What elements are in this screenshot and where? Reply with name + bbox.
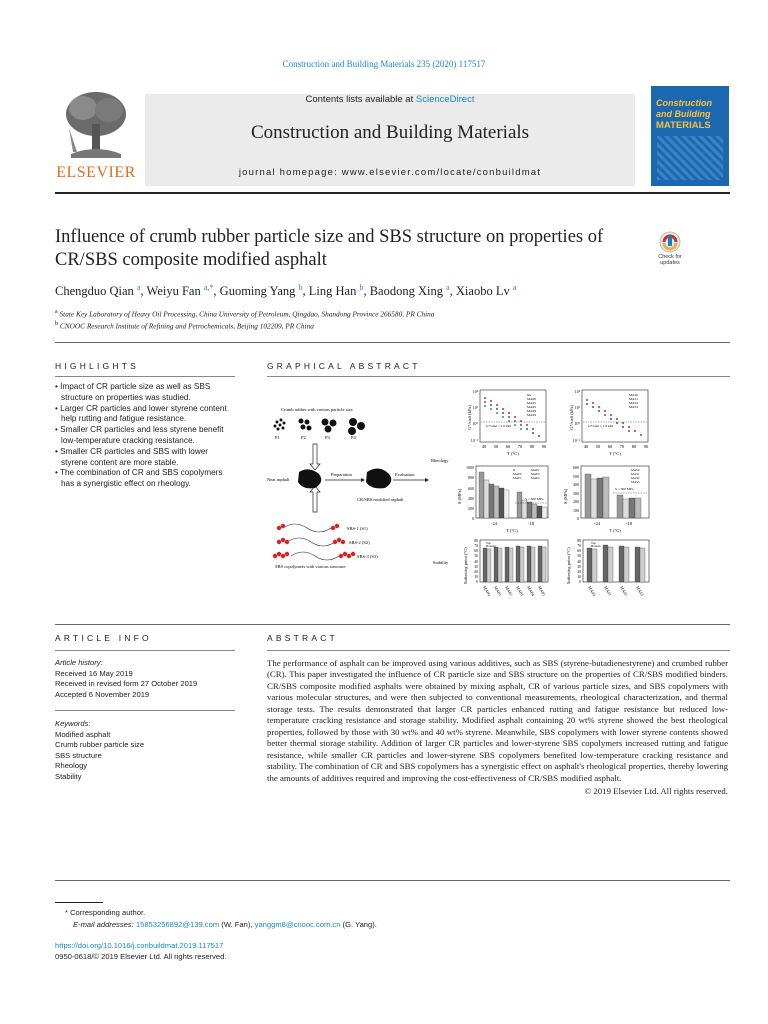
stiffness-left-legend: MAP2 [531, 468, 540, 472]
gstar-left-ytick: 10² [472, 389, 478, 394]
sbs3-label: SBS-3 (S3) [357, 554, 378, 559]
softening-right-xtick: MAS0 [587, 585, 597, 597]
email-line [55, 919, 655, 931]
modified-asphalt-blob [366, 468, 391, 488]
keywords-label: Keywords: [55, 719, 91, 728]
gstar-left-xtick: 40 [481, 444, 487, 449]
gstar-left-legend: MAP4 [527, 413, 537, 417]
ga-evaluation-label: Evaluation [395, 472, 415, 477]
graphical-abstract-figure[interactable] [265, 382, 730, 614]
abstract-copyright: © 2019 Elsevier Ltd. All rights reserved. [584, 785, 728, 796]
affiliation [55, 307, 705, 319]
stiffness-right-ytick: 600 [573, 465, 579, 470]
bullet-icon: • [55, 468, 60, 478]
softening-left-ytick: 40 [474, 560, 478, 564]
abstract-rule [267, 650, 730, 651]
gstar-right-xtick: 90 [643, 444, 649, 449]
article-info [55, 658, 235, 782]
highlights-list [55, 382, 235, 490]
affiliation-text: CNOOC Research Institute of Refining and Petrochemicals, Beijing 102209, PR China [59, 321, 314, 331]
elsevier-logo[interactable] [55, 86, 137, 186]
author-name[interactable]: Xiaobo Lv [455, 284, 510, 299]
stiffness-right-xtick: -18 [626, 521, 632, 526]
stiffness-left-ytick: 0 [472, 516, 474, 521]
gstar-right-legend: MAS0 [629, 393, 639, 397]
keyword: Modified asphalt [55, 729, 111, 739]
softening-right-ytick: 70 [577, 544, 581, 548]
ga-neat-label: Neat asphalt [267, 477, 290, 482]
stiffness-right-annotation: S = 300 MPa [615, 487, 634, 491]
preparation-arrowhead [361, 478, 365, 482]
stiffness-left-xlabel: T (°C) [506, 528, 518, 533]
author-affiliation-mark[interactable]: a [446, 283, 450, 292]
sbs1-label: SBS-1 (S1) [347, 526, 368, 531]
softening-left-ytick: 60 [474, 549, 478, 553]
cover-pattern [657, 136, 723, 180]
keyword: SBS structure [55, 750, 102, 760]
gstar-left-legend: MAP0 [527, 397, 537, 401]
softening-left-ytick: 30 [474, 565, 478, 569]
abstract-heading: ABSTRACT [267, 633, 338, 643]
bullet-icon: • [55, 425, 61, 435]
check-for-updates-badge[interactable] [650, 230, 690, 270]
journal-title[interactable]: Construction and Building Materials [250, 122, 530, 143]
softening-left-legend: Bottom [486, 544, 496, 548]
keywords-rule [55, 710, 235, 711]
gstar-right-xlabel: T (°C) [609, 451, 621, 456]
softening-right-xtick: MAS2 [619, 585, 629, 597]
journal-homepage[interactable]: journal homepage: www.elsevier.com/locate/conbuildmat [238, 167, 542, 178]
gstar-right-ytick: 10⁰ [574, 421, 580, 426]
gstar-right-ytick: 10⁻¹ [572, 438, 580, 443]
gstar-left-ytick: 10⁻¹ [470, 438, 478, 443]
author-list: Chengduo Qian $^a$, Weiyu Fan $^{a,*}$, Guoming Yang $^b$, Ling Han $^b$, Baodong Xing $^a$, Xiaobo Lv $^a$ [55, 283, 517, 299]
softening-left-legend: Top [486, 541, 491, 545]
ga-crumb-label: Crumb rubber with various particle size [281, 407, 353, 412]
header-rule [55, 192, 730, 194]
keyword: Crumb rubber particle size [55, 740, 145, 749]
gstar-left-xlabel: T (°C) [507, 451, 519, 456]
highlight-item [55, 468, 235, 490]
gstar-left-ytick: 10⁰ [472, 421, 478, 426]
accepted-date: Accepted 6 November 2019 [55, 689, 150, 699]
softening-right-xtick: MAS1 [603, 585, 613, 597]
gstar-chart-right [569, 389, 649, 456]
stiffness-left-legend: MAP3 [531, 472, 540, 476]
highlight-text: Impact of CR particle size as well as SBS structure on properties was studied. [60, 382, 211, 402]
doi-block [55, 941, 455, 962]
citation-line[interactable]: Construction and Building Materials 235 (2020) 117517 [282, 59, 486, 69]
stiffness-right-legend: MAS0 [631, 468, 640, 472]
bullet-icon: • [55, 446, 61, 456]
gstar-left-legend: Nu [527, 393, 532, 397]
highlight-text: Smaller CR particles and less styrene benefit low-temperature cracking resistance. [60, 425, 224, 445]
p3-label: P3 [325, 435, 330, 440]
gstar-left-legend: MAP2 [527, 405, 537, 409]
softening-left-ylabel: Softening point (°C) [463, 547, 468, 584]
keyword: Stability [55, 771, 82, 781]
affiliation-text: State Key Laboratory of Heavy Oil Processing, China University of Petroleum, Qingdao, Shandong Province 266580, PR China [59, 309, 435, 319]
softening-left-ytick: 80 [474, 539, 478, 543]
corresponding-author-note: * Corresponding author. [65, 908, 146, 917]
softening-left-ytick: 0 [476, 580, 478, 584]
softening-left-xtick: MAP0 [482, 585, 492, 597]
softening-right-ytick: 50 [577, 554, 581, 558]
gstar-right-annotation: G*/sinδ = 1.0 kPa [588, 424, 614, 428]
journal-masthead [55, 86, 730, 186]
graphical-abstract-svg [265, 382, 730, 614]
highlights-rule [55, 376, 235, 377]
stiffness-chart-right [563, 465, 649, 533]
softening-right-legend: Top [591, 541, 596, 545]
affiliations [55, 307, 705, 332]
stiffness-right-legend: MAS3 [631, 480, 640, 484]
abstract-body [267, 658, 728, 797]
gstar-right-legend: MAS2 [629, 401, 639, 405]
doi-link[interactable]: https://doi.org/10.1016/j.conbuildmat.2019.117517 [55, 941, 224, 950]
p2-label: P2 [301, 435, 306, 440]
softening-left-xtick: MAP1 [493, 585, 503, 597]
footnotes [55, 907, 655, 931]
authors-rule [55, 342, 730, 343]
stiffness-left-legend: MAP0 [513, 472, 522, 476]
highlight-item [55, 447, 235, 469]
highlight-item [55, 382, 235, 404]
journal-info-box [145, 94, 635, 186]
check-updates-label: Check for updates [658, 254, 682, 266]
gstar-right-ytick: 10² [574, 389, 580, 394]
gstar-left-xtick: 70 [517, 444, 523, 449]
gstar-left-annotation: G*/sinδ = 1.0 kPa [486, 424, 512, 428]
history-label: Article history: [55, 658, 103, 667]
gstar-right-xtick: 40 [583, 444, 589, 449]
stiffness-left-ytick: 400 [468, 496, 474, 501]
stiffness-right-ytick: 100 [573, 508, 579, 513]
ga-rheology-label: Rheology [431, 458, 449, 463]
highlight-text: Larger CR particles and lower styrene content help rutting and fatigue resistance. [60, 403, 227, 424]
affiliation-mark: a [55, 309, 58, 315]
softening-chart-left [463, 539, 548, 597]
up-arrow-icon [310, 486, 320, 512]
abstract-text: The performance of asphalt can be improved using various additives, such as SBS (styrene-butadienestyrene) and crumbed rubber (CR). This paper investigated the influence of CR particle size and SBS structure on the properties of CR/SBS modified binders. CR/SBS composite modified asphalts were obtained by mixing asphalt, CR of various particle sizes, and SBS copolymers with various molecular structures, and were then subjected to conventional measurements, rheological characterization, and thermal storage tests. The results demonstrated that larger CR particles enhanced rutting and fatigue resistance but reduced low-temperature cracking resistance and storage stability. Modified asphalt containing 20 wt% styrene showed the best rheological properties, followed by those with 30 wt% and 40 wt% styrene. Meanwhile, SBS copolymers with lower styrene contents showed better thermal storage stability. Addition of larger CR particles and lower-styrene SBS copolymers increased rutting and fatigue resistance, while smaller CR particles and lower-styrene SBS copolymers benefited low-temperature cracking resistance and stability. The combination of CR and SBS copolymers has a synergistic effect on asphalt's rheological properties, thereby lowering the amounts of additives required and improving the cost-effectiveness of CR/SBS modified asphalt. [267, 658, 728, 783]
neat-asphalt-blob [298, 469, 321, 488]
gstar-chart-left [467, 389, 547, 456]
softening-left-ytick: 70 [474, 544, 478, 548]
gstar-left-legend: MAP3 [527, 409, 537, 413]
stiffness-right-ytick: 500 [573, 474, 579, 479]
gstar-right-legend: MAS3 [629, 405, 639, 409]
stiffness-left-xtick: -18 [528, 521, 534, 526]
author-name[interactable]: Guoming Yang [219, 284, 296, 299]
contents-line [145, 94, 635, 105]
author-affiliation-mark[interactable]: a [136, 283, 141, 292]
email-link-fan[interactable]: 15853256892@139.com [135, 920, 220, 929]
softening-right-ytick: 20 [577, 570, 581, 574]
crumb-rubber-particles [274, 418, 366, 435]
softening-right-ytick: 30 [577, 565, 581, 569]
down-arrow-icon [310, 444, 320, 470]
stiffness-left-ytick: 1000 [466, 465, 474, 470]
email-link-yang[interactable]: yanggm8@cnooc.com.cn [254, 920, 341, 929]
email-owner-yang: (G. Yang). [340, 920, 377, 929]
stiffness-right-ytick: 200 [573, 499, 579, 504]
stiffness-right-ytick: 400 [573, 482, 579, 487]
softening-right-legend: Bottom [591, 544, 601, 548]
softening-right-ytick: 0 [579, 580, 581, 584]
highlight-text: The combination of CR and SBS copolymers has a synergistic effect on rheology. [60, 468, 223, 489]
ga-sbs-caption: SBS copolymers with various structure [275, 564, 346, 569]
author-name[interactable]: Baodong Xing [369, 284, 443, 299]
highlight-item [55, 404, 235, 426]
article-info-rule [55, 650, 235, 651]
stiffness-right-ytick: 0 [577, 516, 579, 521]
elsevier-wordmark: ELSEVIER [56, 164, 136, 181]
abstract-bottom-rule [55, 880, 730, 881]
article-title: Influence of crumb rubber particle size and SBS structure on properties of CR/SBS composite modified asphalt [55, 227, 604, 270]
cover-title [656, 98, 726, 131]
gstar-left-xtick: 80 [529, 444, 535, 449]
elsevier-tree-icon [61, 88, 131, 160]
softening-right-xtick: MAS3 [635, 585, 645, 597]
gstar-left-xtick: 90 [541, 444, 547, 449]
sbs-chains [273, 524, 355, 560]
softening-chart-right [566, 539, 649, 597]
footnote-rule [55, 902, 103, 903]
gstar-left-ylabel: G*/sinδ (kPa) [467, 405, 472, 430]
affiliation [55, 319, 705, 331]
softening-left-xtick: MAP2 [504, 585, 514, 597]
affiliation-mark: b [55, 321, 59, 328]
author-name[interactable]: Ling Han [308, 284, 357, 299]
stiffness-left-ytick: 800 [468, 475, 474, 480]
sciencedirect-link[interactable]: ScienceDirect [415, 94, 475, 105]
bullet-icon: • [55, 382, 61, 391]
softening-right-ytick: 10 [577, 575, 581, 579]
gstar-left-xtick: 50 [493, 444, 499, 449]
softening-left-ytick: 10 [474, 575, 478, 579]
stiffness-left-legend: MAP1 [513, 476, 522, 480]
stiffness-chart-left [457, 465, 548, 533]
particle-size-labels [275, 435, 357, 440]
gstar-right-ytick: 10¹ [574, 405, 580, 410]
softening-left-xtick: MAP5 [537, 585, 547, 597]
gstar-right-xtick: 70 [619, 444, 625, 449]
author-name[interactable]: Weiyu Fan [146, 284, 201, 299]
stiffness-left-legend: N [513, 468, 516, 472]
cover-title-line2: MATERIALS [656, 120, 711, 131]
gstar-left-xtick: 60 [505, 444, 511, 449]
contents-prefix: Contents lists available at [305, 94, 416, 105]
stiffness-right-xlabel: T (°C) [609, 528, 621, 533]
softening-left-xtick: MAP4 [526, 585, 536, 597]
stiffness-left-ylabel: S (MPa) [457, 488, 462, 504]
ga-crsbs-label: CR/SBS modified asphalt [357, 497, 404, 502]
keyword: Rheology [55, 761, 88, 770]
softening-right-ytick: 60 [577, 549, 581, 553]
stiffness-right-xtick: -24 [594, 521, 600, 526]
author-affiliation-mark[interactable]: b [359, 283, 364, 292]
author-affiliation-mark[interactable]: a [512, 283, 517, 292]
softening-left-ytick: 20 [474, 570, 478, 574]
gstar-right-xtick: 50 [595, 444, 601, 449]
softening-left-ytick: 50 [474, 554, 478, 558]
gstar-right-xtick: 80 [631, 444, 637, 449]
softening-right-ytick: 80 [577, 539, 581, 543]
revised-date: Received in revised form 27 October 2019 [55, 679, 198, 688]
email-owner-fan: (W. Fan), [219, 920, 255, 929]
stiffness-right-legend: MAS2 [631, 476, 640, 480]
stiffness-left-ytick: 200 [468, 506, 474, 511]
bullet-icon: • [55, 403, 61, 413]
gstar-right-ylabel: G*/sinδ (kPa) [569, 405, 574, 430]
softening-right-ylabel: Softening point (°C) [566, 547, 571, 584]
stiffness-left-xtick: -24 [491, 521, 497, 526]
highlights-heading: HIGHLIGHTS [55, 361, 139, 371]
author-name[interactable]: Chengduo Qian [55, 284, 134, 299]
softening-right-ytick: 40 [577, 560, 581, 564]
sbs2-label: SBS-2 (S2) [349, 540, 370, 545]
graphical-abstract-rule [267, 376, 730, 377]
author-affiliation-mark[interactable]: b [298, 283, 303, 292]
evaluation-arrowhead [425, 478, 429, 482]
gstar-right-xtick: 60 [607, 444, 613, 449]
p1-label: P1 [275, 435, 280, 440]
stiffness-right-ytick: 300 [573, 491, 579, 496]
check-updates-icon [650, 230, 690, 254]
gstar-right-legend: MAS1 [629, 397, 639, 401]
ga-preparation-label: Preparation [331, 472, 352, 477]
p4-label: P4 [351, 435, 356, 440]
gstar-left-legend: MAP1 [527, 401, 537, 405]
softening-left-xtick: MAP3 [515, 585, 525, 597]
gstar-left-ytick: 10¹ [472, 405, 478, 410]
highlight-item [55, 425, 235, 447]
issn-line: 0950-0618/© 2019 Elsevier Ltd. All rights reserved. [55, 951, 227, 961]
highlight-text: Smaller CR particles and SBS with lower styrene content are more stable. [60, 446, 209, 467]
stiffness-left-ytick: 600 [468, 486, 474, 491]
graphical-abstract-heading: GRAPHICAL ABSTRACT [267, 361, 421, 371]
cover-title-line1: Construction and Building [656, 98, 712, 119]
graphical-abstract-bottom-rule [55, 624, 730, 625]
stiffness-right-ylabel: S (MPa) [563, 488, 568, 504]
article-info-heading: ARTICLE INFO [55, 633, 152, 643]
stiffness-right-legend: MAS1 [631, 472, 640, 476]
stiffness-left-legend: MAP4 [531, 476, 540, 480]
stiffness-left-annotation: S = 300 MPa [525, 497, 544, 501]
email-label: E-mail addresses: [73, 920, 136, 929]
ga-stability-label: Stability [433, 560, 449, 565]
journal-cover-image[interactable] [651, 86, 729, 186]
received-date: Received 16 May 2019 [55, 668, 133, 678]
author-affiliation-mark[interactable]: a,* [203, 283, 214, 292]
